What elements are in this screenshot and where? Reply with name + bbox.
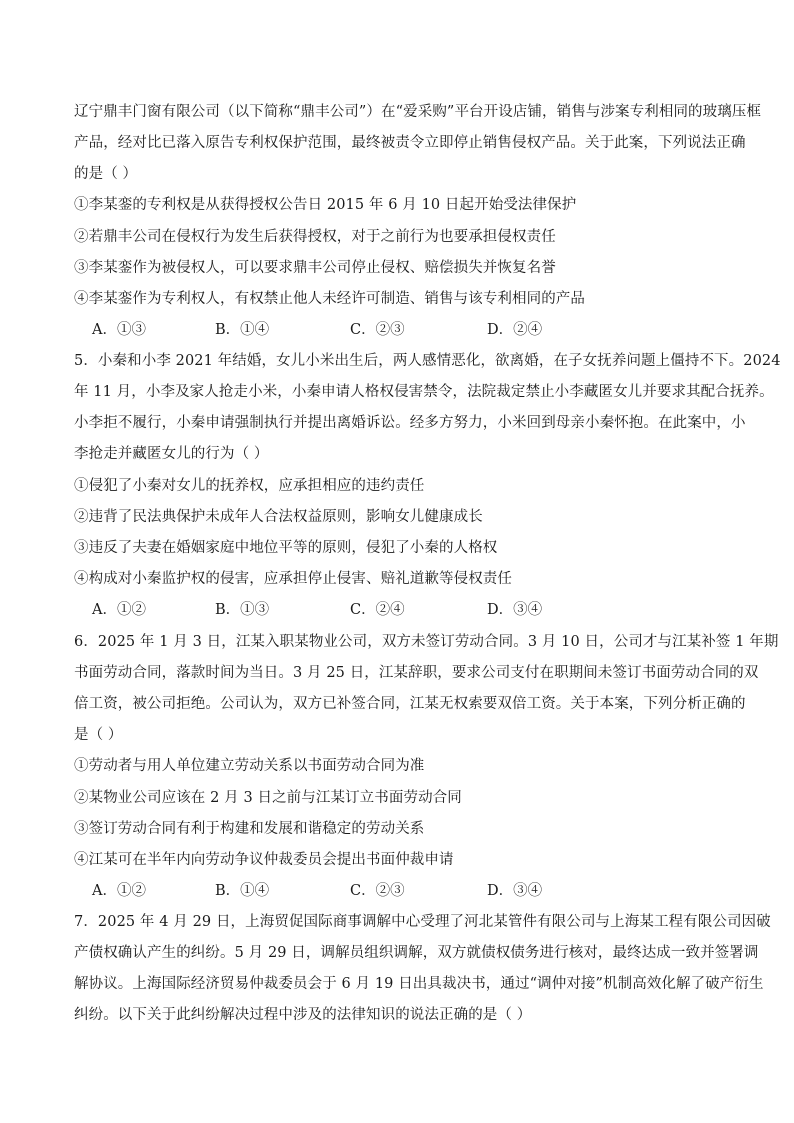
q6-statement-4: ④江某可在半年内向劳动争议仲裁委员会提出书面仲裁申请 bbox=[74, 852, 454, 868]
q4-stem-line-1: 辽宁鼎丰门窗有限公司（以下简称“鼎丰公司”）在“爱采购”平台开设店铺，销售与涉案专利相同的玻璃压框 bbox=[74, 104, 762, 120]
q7-stem-line-4: 纠纷。以下关于此纠纷解决过程中涉及的法律知识的说法正确的是（ ） bbox=[74, 1007, 532, 1023]
q4-stem-line-2: 产品，经对比已落入原告专利权保护范围，最终被责令立即停止销售侵权产品。关于此案，下列说法正确 bbox=[74, 135, 746, 151]
q4-statement-2: ②若鼎丰公司在侵权行为发生后获得授权，对于之前行为也要承担侵权责任 bbox=[74, 229, 556, 245]
q6-statement-3: ③签订劳动合同有利于构建和发展和谐稳定的劳动关系 bbox=[74, 821, 425, 837]
q4-option-c: C．②③ bbox=[350, 322, 405, 338]
q6-option-b: B．①④ bbox=[215, 883, 270, 899]
q4-stem-line-3: 的是（ ） bbox=[74, 166, 138, 182]
q6-stem-line-1: 6．2025 年 1 月 3 日，江某入职某物业公司，双方未签订劳动合同。3 月 10 日，公司才与江某补签 1 年期 bbox=[74, 634, 779, 650]
q7-stem-line-3: 解协议。上海国际经济贸易仲裁委员会于 6 月 19 日出具裁决书，通过“调仲对接”机制高效化解了破产衍生 bbox=[74, 976, 764, 992]
q7-stem-line-2: 产债权确认产生的纠纷。5 月 29 日，调解员组织调解，双方就债权债务进行核对，最终达成一致并签署调 bbox=[74, 945, 759, 961]
q5-option-d: D．③④ bbox=[487, 602, 543, 618]
q6-statement-2: ②某物业公司应该在 2 月 3 日之前与江某订立书面劳动合同 bbox=[74, 790, 462, 806]
q6-statement-1: ①劳动者与用人单位建立劳动关系以书面劳动合同为准 bbox=[74, 758, 425, 774]
q5-statement-1: ①侵犯了小秦对女儿的抚养权，应承担相应的违约责任 bbox=[74, 478, 425, 494]
q5-option-a: A．①② bbox=[92, 602, 146, 618]
q6-stem-line-4: 是（ ） bbox=[74, 727, 123, 743]
q4-option-d: D．②④ bbox=[487, 322, 543, 338]
q4-option-a: A．①③ bbox=[92, 322, 146, 338]
q5-option-b: B．①③ bbox=[215, 602, 270, 618]
q5-stem-line-3: 小李拒不履行，小秦申请强制执行并提出离婚诉讼。经多方努力，小米回到母亲小秦怀抱。在此案中，小 bbox=[74, 415, 746, 431]
q6-stem-line-2: 书面劳动合同，落款时间为当日。3 月 25 日，江某辞职，要求公司支付在职期间未签订书面劳动合同的双 bbox=[74, 665, 759, 681]
q4-statement-4: ④李某銮作为专利权人，有权禁止他人未经许可制造、销售与该专利相同的产品 bbox=[74, 291, 585, 307]
q5-statement-2: ②违背了民法典保护未成年人合法权益原则，影响女儿健康成长 bbox=[74, 509, 483, 525]
q5-option-c: C．②④ bbox=[350, 602, 405, 618]
q5-stem-line-4: 李抢走并藏匿女儿的行为（ ） bbox=[74, 446, 269, 462]
q5-statement-3: ③违反了夫妻在婚姻家庭中地位平等的原则，侵犯了小秦的人格权 bbox=[74, 540, 498, 556]
q4-statement-1: ①李某銮的专利权是从获得授权公告日 2015 年 6 月 10 日起开始受法律保护 bbox=[74, 197, 577, 213]
q4-statement-3: ③李某銮作为被侵权人，可以要求鼎丰公司停止侵权、赔偿损失并恢复名誉 bbox=[74, 260, 556, 276]
q4-option-b: B．①④ bbox=[215, 322, 270, 338]
q5-stem-line-2: 年 11 月，小李及家人抢走小米，小秦申请人格权侵害禁令，法院裁定禁止小李藏匿女儿并要求其配合抚养。 bbox=[74, 384, 774, 400]
q5-stem-line-1: 5．小秦和小李 2021 年结婚，女儿小米出生后，两人感情恶化，欲离婚，在子女抚养问题上僵持不下。2024 bbox=[74, 353, 781, 369]
q6-option-a: A．①② bbox=[92, 883, 146, 899]
q6-stem-line-3: 倍工资，被公司拒绝。公司认为，双方已补签合同，江某无权索要双倍工资。关于本案，下列分析正确的 bbox=[74, 696, 746, 712]
q7-stem-line-1: 7．2025 年 4 月 29 日，上海贸促国际商事调解中心受理了河北某管件有限公司与上海某工程有限公司因破 bbox=[74, 914, 771, 930]
q6-option-c: C．②③ bbox=[350, 883, 405, 899]
q6-option-d: D．③④ bbox=[487, 883, 543, 899]
q5-statement-4: ④构成对小秦监护权的侵害，应承担停止侵害、赔礼道歉等侵权责任 bbox=[74, 571, 512, 587]
